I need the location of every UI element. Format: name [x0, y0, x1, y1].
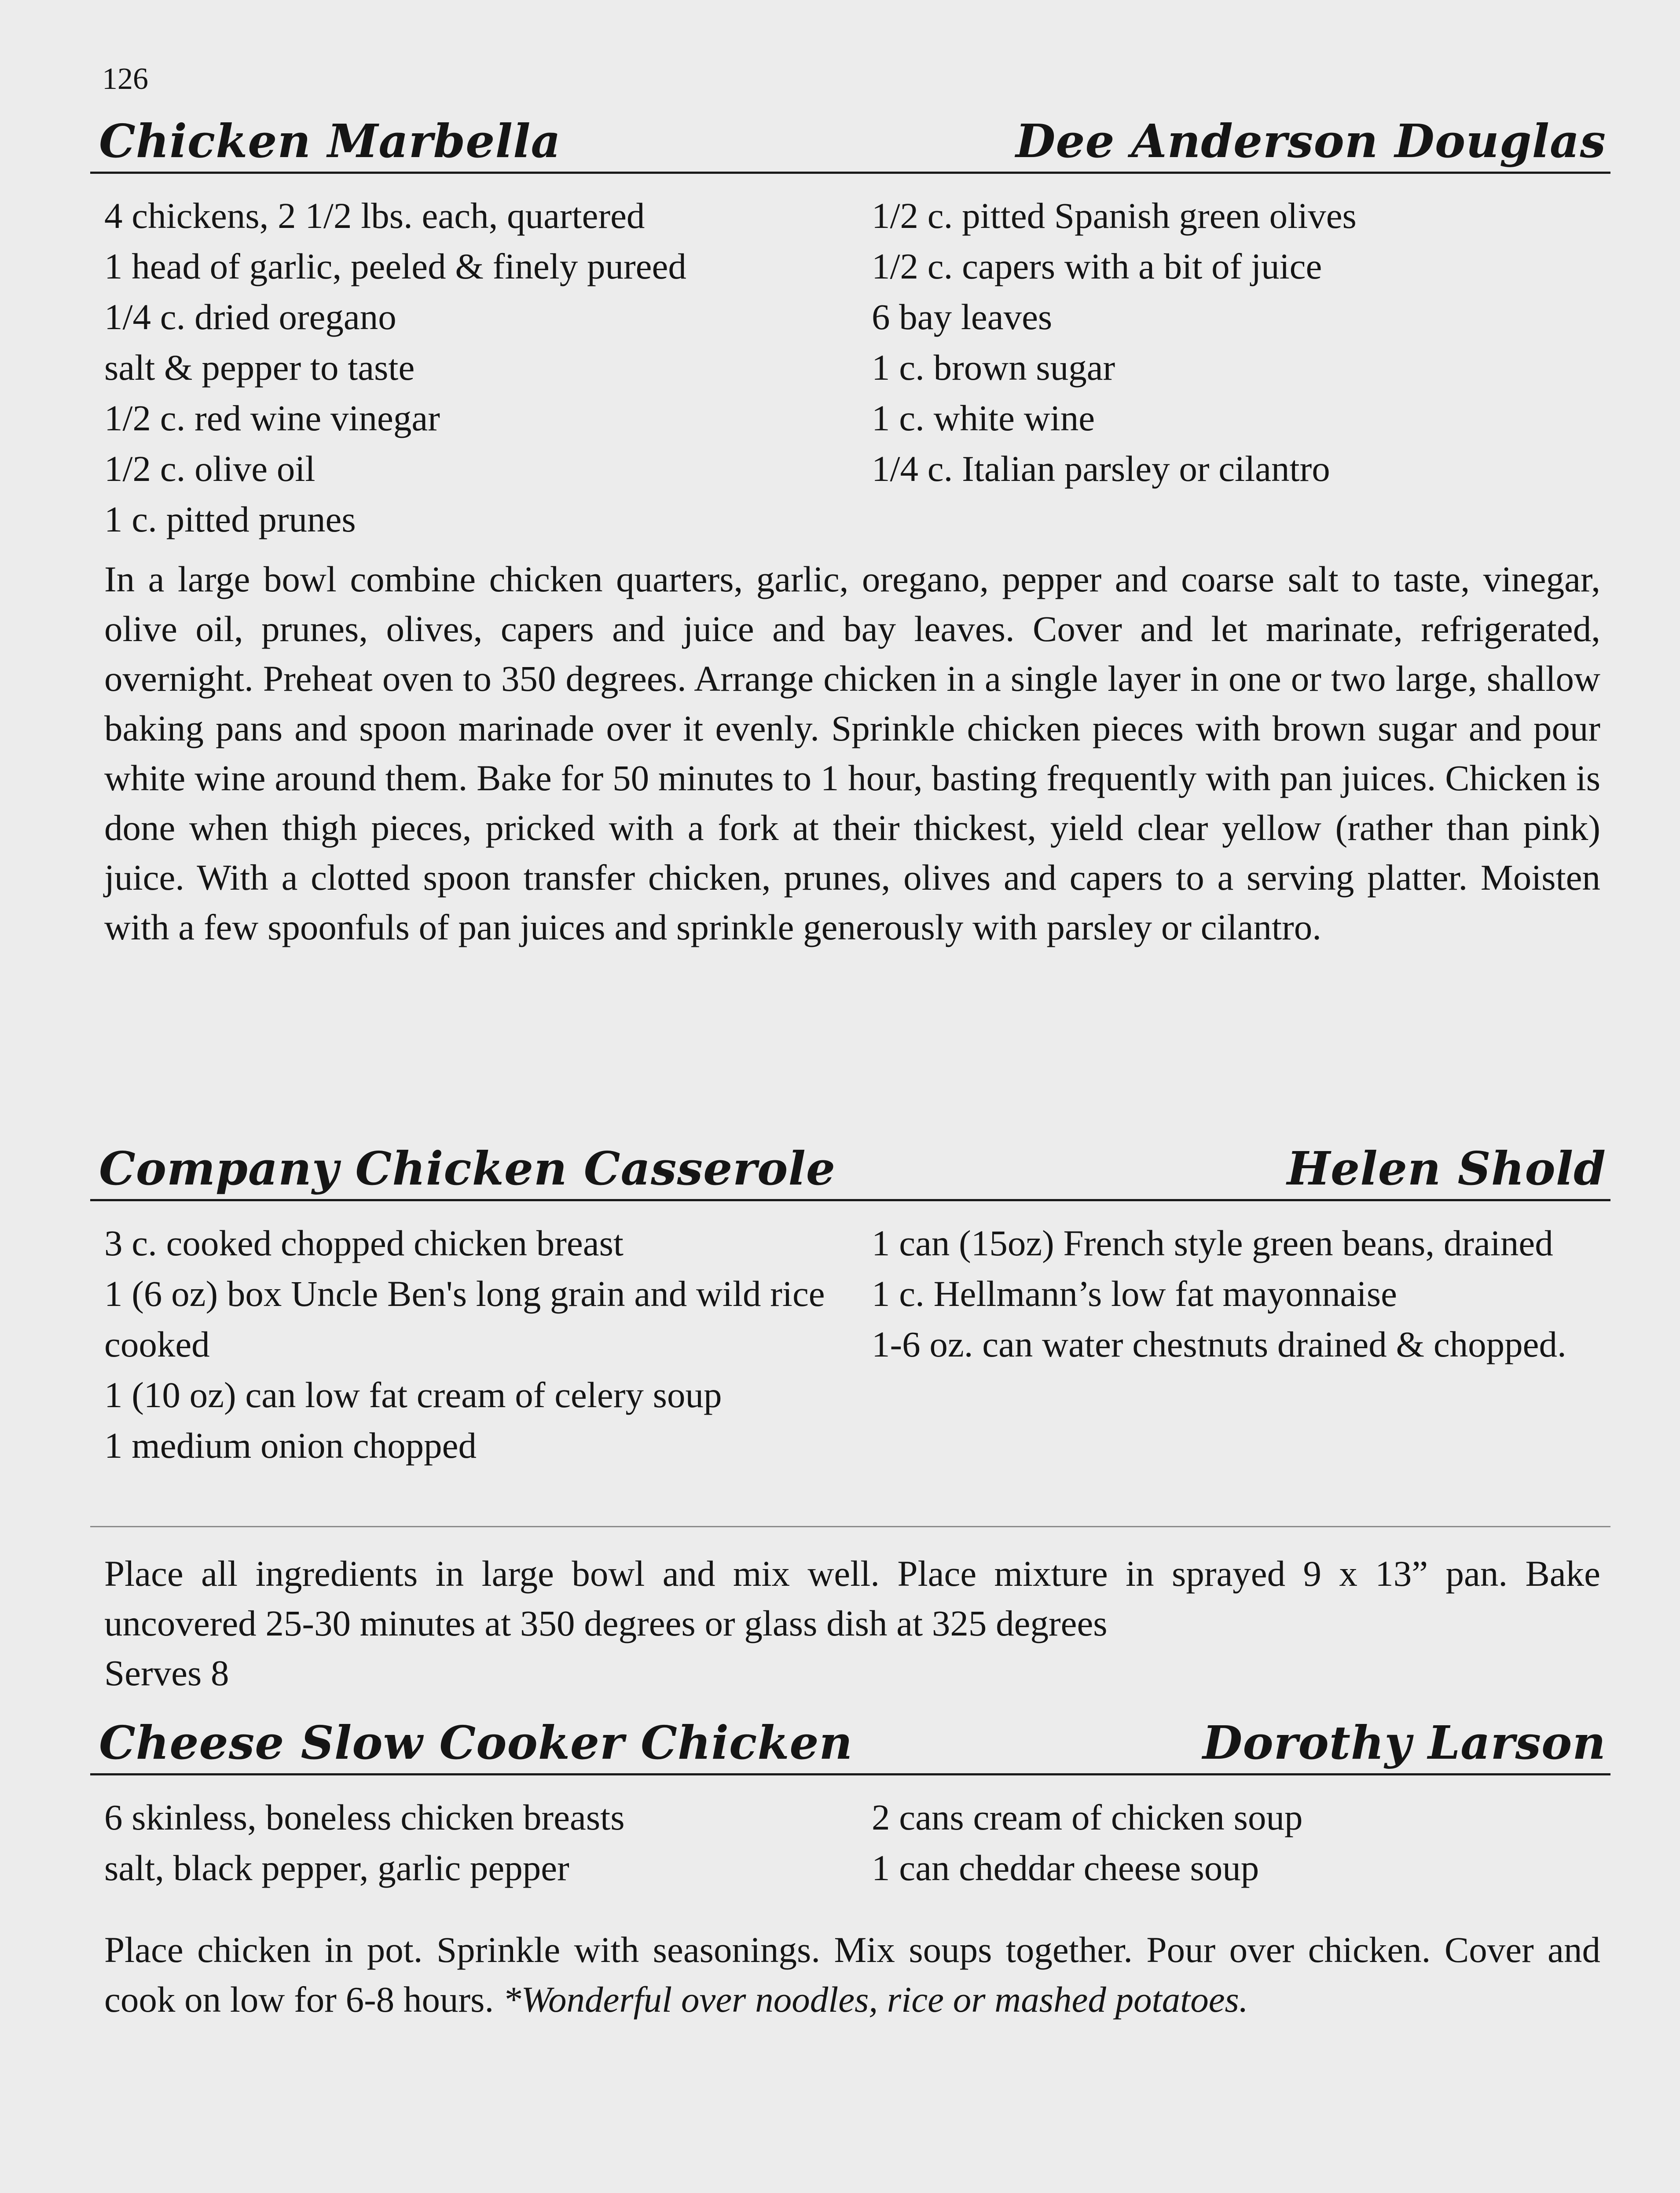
ingredients-left-column	[104, 1218, 826, 1471]
ingredient: 1/2 c. red wine vinegar	[104, 398, 440, 438]
recipe-directions	[104, 1549, 1600, 1698]
ingredient: salt, black pepper, garlic pepper	[104, 1848, 569, 1888]
ingredient: 1 head of garlic, peeled & finely pureed	[104, 246, 686, 286]
recipe-header	[90, 1133, 1610, 1201]
recipe-directions-text: Place chicken in pot. Sprinkle with seasonings. Mix soups together. Pour over chicken. Cover and cook on low for 6-8 hours.	[104, 1929, 1600, 2020]
ingredient: 6 bay leaves	[872, 297, 1053, 337]
recipe-directions: In a large bowl combine chicken quarters, garlic, oregano, pepper and coarse salt to taste, vinegar, olive oil, prunes, olives, capers and juice and bay leaves. Cover and let marinate, refrigerated, overnight. Preheat oven to 350 degrees. Arrange chicken in a single layer in one or two large, shallow baking pans and spoon marinade over it evenly. Sprinkle chicken pieces with brown sugar and pour white wine around them. Bake for 50 minutes to 1 hour, basting frequently with pan juices. Chicken is done when thigh pieces, pricked with a fork at their thickest, yield clear yellow (rather than pink) juice. With a clotted spoon transfer chicken, prunes, olives and capers to a serving platter. Moisten with a few spoonfuls of pan juices and sprinkle generously with parsley or cilantro.	[104, 559, 1600, 947]
recipe-author: Helen Shold	[1287, 1141, 1606, 1196]
recipe-author: Dee Anderson Douglas	[1016, 114, 1606, 168]
ingredients	[90, 1792, 1610, 1902]
recipe-serves: Serves 8	[104, 1653, 229, 1693]
ingredient: 1 medium onion chopped	[104, 1425, 477, 1466]
page-number: 126	[102, 62, 148, 96]
recipe-note: *Wonderful over noodles, rice or mashed potatoes.	[503, 1979, 1248, 2020]
ingredient: 1/2 c. pitted Spanish green olives	[872, 195, 1357, 236]
ingredient: 2 cans cream of chicken soup	[872, 1797, 1303, 1837]
ingredient: 1 can cheddar cheese soup	[872, 1848, 1259, 1888]
ingredient: salt & pepper to taste	[104, 347, 415, 388]
recipe-directions	[104, 1925, 1600, 2024]
recipe-title: Cheese Slow Cooker Chicken	[99, 1716, 853, 1770]
ingredient: 1-6 oz. can water chestnuts drained & chopped.	[872, 1324, 1566, 1364]
ingredients-left-column	[104, 191, 852, 545]
recipe-directions-text: Place all ingredients in large bowl and mix well. Place mixture in sprayed 9 x 13” pan. Bake uncovered 25-30 minutes at 350 degrees or glass dish at 325 degrees	[104, 1553, 1600, 1643]
recipe-header	[90, 1707, 1610, 1775]
ingredient: 1/4 c. Italian parsley or cilantro	[872, 448, 1330, 489]
recipe-author: Dorothy Larson	[1203, 1716, 1606, 1770]
ingredient: 1 c. white wine	[872, 398, 1095, 438]
ingredients-right-column	[872, 191, 1611, 494]
ingredient: 6 skinless, boneless chicken breasts	[104, 1797, 625, 1837]
recipe-header	[90, 106, 1610, 174]
recipe-company-chicken-casserole	[90, 1133, 1610, 1693]
ingredient: 1 c. brown sugar	[872, 347, 1115, 388]
recipe-cheese-slow-cooker-chicken	[90, 1707, 1610, 2020]
ingredient: 4 chickens, 2 1/2 lbs. each, quartered	[104, 195, 645, 236]
ingredient: 1 (10 oz) can low fat cream of celery soup	[104, 1375, 722, 1415]
ingredient: 1/4 c. dried oregano	[104, 297, 396, 337]
ingredients	[90, 191, 1610, 545]
recipe-title: Chicken Marbella	[99, 114, 561, 168]
ingredient: 1 (6 oz) box Uncle Ben's long grain and wild rice cooked	[104, 1273, 825, 1364]
ingredients-left-column	[104, 1792, 852, 1893]
ingredient: 1 can (15oz) French style green beans, drained	[872, 1223, 1553, 1263]
recipe-chicken-marbella	[90, 106, 1610, 947]
ingredients-right-column	[872, 1792, 1611, 1893]
ingredients-right-column	[872, 1218, 1585, 1370]
ingredients	[90, 1218, 1610, 1527]
ingredient: 1 c. pitted prunes	[104, 499, 356, 539]
ingredient: 1/2 c. capers with a bit of juice	[872, 246, 1322, 286]
ingredient: 3 c. cooked chopped chicken breast	[104, 1223, 624, 1263]
ingredient: 1 c. Hellmann’s low fat mayonnaise	[872, 1273, 1397, 1314]
recipe-title: Company Chicken Casserole	[99, 1141, 836, 1196]
ingredient: 1/2 c. olive oil	[104, 448, 315, 489]
